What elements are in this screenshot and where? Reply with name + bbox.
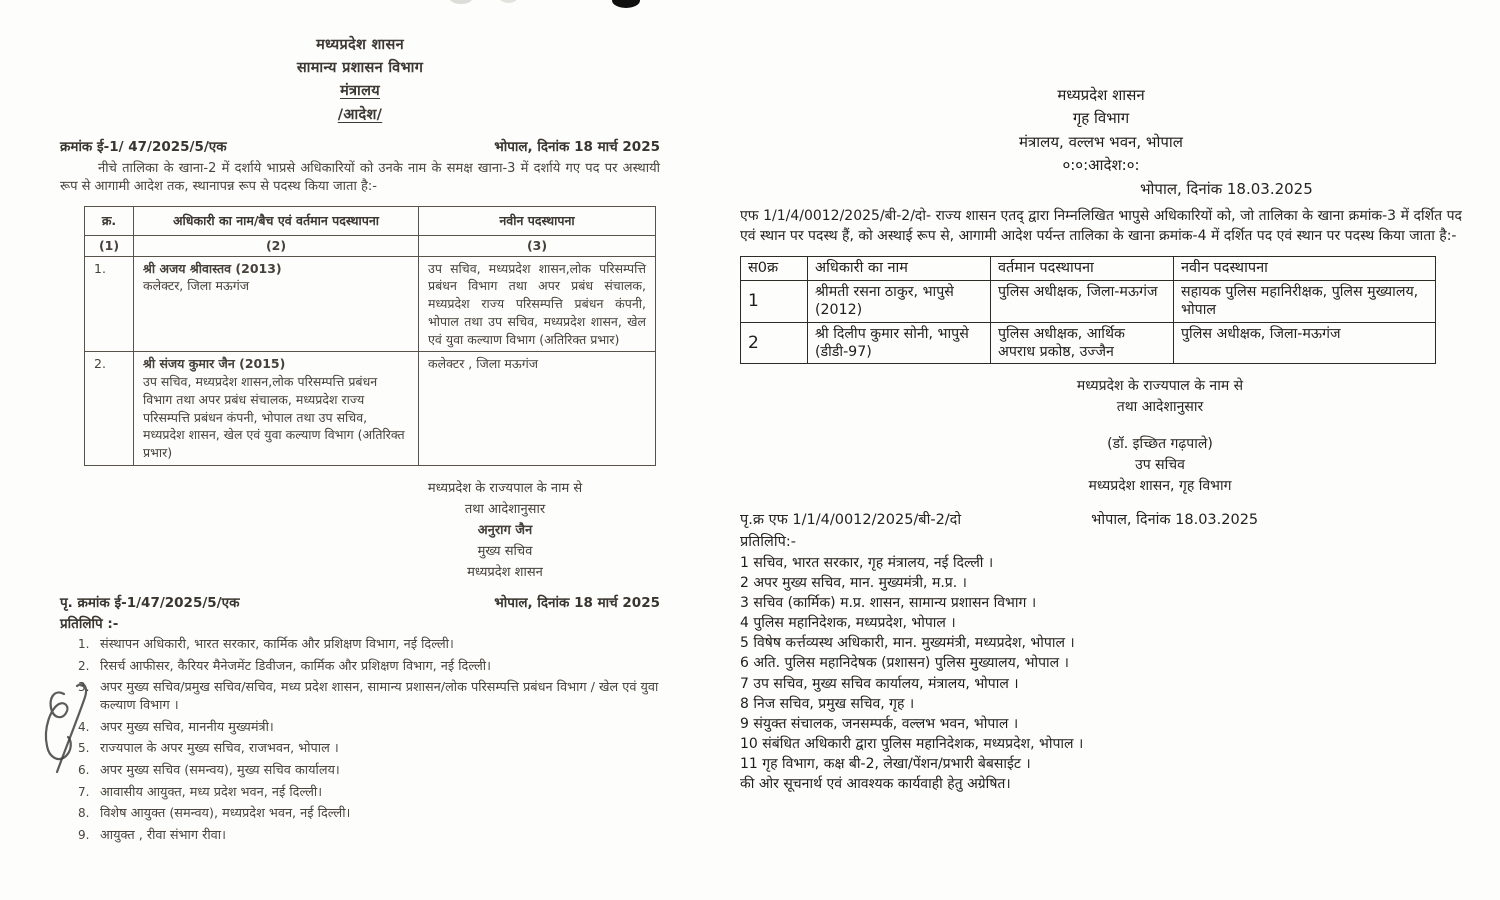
list-item: 10 संबंधित अधिकारी द्वारा पुलिस महानिदेशक, मध्यप्रदेश, भोपाल । xyxy=(740,735,1084,752)
officer-name: श्री अजय श्रीवास्तव (2013) xyxy=(143,260,282,276)
item-text: अपर मुख्य सचिव/प्रमुख सचिव/सचिव, मध्य प्रदेश शासन, सामान्य प्रशासन/लोक परिसम्पत्ति प्रबंधन विभाग / खेल एवं युवा कल्याण विभाग । xyxy=(100,680,659,714)
endorsement-ref: पृ.क्र एफ 1/1/4/0012/2025/बी-2/दो xyxy=(740,512,962,529)
signatory-post: मुख्य सचिव xyxy=(477,544,533,560)
copy-heading: प्रतिलिपि:- xyxy=(740,534,796,551)
list-item xyxy=(78,636,660,654)
order-heading: ०:०:आदेश:०: xyxy=(1062,155,1140,174)
col-header-current-posting: वर्तमान पदस्थापना xyxy=(991,256,1174,280)
order-document-home-dept xyxy=(740,84,1462,794)
table-row xyxy=(741,280,1436,322)
postings-table xyxy=(84,206,656,466)
new-posting-cell: कलेक्टर , जिला मऊगंज xyxy=(419,352,656,466)
col-header-officer: अधिकारी का नाम xyxy=(808,256,991,280)
signatory-name: अनुराग जैन xyxy=(477,522,533,538)
col-header-new-posting: नवीन पदस्थापना xyxy=(1174,256,1436,280)
list-item xyxy=(78,827,660,845)
col-header-sno: क्र. xyxy=(85,207,134,236)
item-text: राज्यपाल के अपर मुख्य सचिव, राजभवन, भोपाल । xyxy=(100,741,339,757)
office-name: मंत्रालय, वल्लभ भवन, भोपाल xyxy=(1019,132,1183,151)
item-text: आयुक्त , रीवा संभाग रीवा। xyxy=(100,828,226,844)
item-number: 4. xyxy=(78,719,90,734)
sig-authority-line: तथा आदेशानुसार xyxy=(464,501,546,517)
list-item xyxy=(78,784,660,802)
list-item: 5 विषेष कर्त्तव्यस्थ अधिकारी, मान. मुख्यमंत्री, मध्यप्रदेश, भोपाल । xyxy=(740,635,1075,652)
copy-heading: प्रतिलिपि :- xyxy=(60,616,119,633)
item-text: विशेष आयुक्त (समन्वय), मध्यप्रदेश भवन, नई दिल्ली। xyxy=(100,806,351,822)
officer-name-cell: श्री दिलीप कुमार सोनी, भापुसे (डीडी-97) xyxy=(808,322,991,364)
reference-line xyxy=(60,137,660,155)
endorsement-date: भोपाल, दिनांक 18.03.2025 xyxy=(1091,512,1259,529)
sig-authority-line: तथा आदेशानुसार xyxy=(1116,399,1204,416)
scan-smudge xyxy=(500,0,517,3)
column-number-row xyxy=(85,235,656,256)
new-posting-cell: सहायक पुलिस महानिरीक्षक, पुलिस मुख्यालय, भोपाल xyxy=(1174,280,1436,322)
item-number: 9. xyxy=(78,828,90,843)
officer-cell xyxy=(134,256,419,352)
list-item: 3 सचिव (कार्मिक) म.प्र. शासन, सामान्य प्रशासन विभाग । xyxy=(740,595,1037,612)
list-item: 6 अति. पुलिस महानिदेषक (प्रशासन) पुलिस मुख्यालय, भोपाल । xyxy=(740,655,1069,672)
item-number: 2. xyxy=(78,658,90,673)
org-name: मध्यप्रदेश शासन xyxy=(1057,86,1145,104)
item-number: 5. xyxy=(78,741,90,756)
officer-current-posting: कलेक्टर, जिला मऊगंज xyxy=(143,278,250,294)
current-posting-cell: पुलिस अधीक्षक, आर्थिक अपराध प्रकोष्ठ, उज्जैन xyxy=(991,322,1174,364)
list-item xyxy=(78,658,660,676)
row-sno: 1 xyxy=(741,280,808,322)
place-date: भोपाल, दिनांक 18.03.2025 xyxy=(1140,180,1313,198)
dept-name: गृह विभाग xyxy=(1072,109,1130,128)
item-text: रिसर्च आफीसर, कैरियर मैनेजमेंट डिवीजन, कार्मिक और प्रशिक्षण विभाग, नई दिल्ली। xyxy=(100,658,491,674)
item-number: 3. xyxy=(78,680,90,695)
row-sno: 1. xyxy=(85,256,134,352)
list-item: 1 सचिव, भारत सरकार, गृह मंत्रालय, नई दिल्ली । xyxy=(740,555,994,572)
table-header-row xyxy=(741,256,1436,280)
cutoff-ink-mark xyxy=(612,0,640,8)
order-document-gad xyxy=(60,34,660,849)
copy-distribution-list xyxy=(78,636,660,845)
item-text: अपर मुख्य सचिव, माननीय मुख्यमंत्री। xyxy=(100,719,274,735)
table-row xyxy=(741,322,1436,364)
order-heading: /आदेश/ xyxy=(337,106,383,123)
list-item: 2 अपर मुख्य सचिव, मान. मुख्यमंत्री, म.प्र. । xyxy=(740,575,967,592)
row-sno: 2 xyxy=(741,322,808,364)
table-row xyxy=(85,352,656,466)
signature-block xyxy=(995,376,1325,497)
list-item xyxy=(78,805,660,823)
list-item xyxy=(78,740,660,758)
col-number: (3) xyxy=(419,235,656,256)
item-text: आवासीय आयुक्त, मध्य प्रदेश भवन, नई दिल्ली। xyxy=(100,784,323,800)
document-header xyxy=(740,84,1462,177)
order-body-text: एफ 1/1/4/0012/2025/बी-2/दो- राज्य शासन एतद् द्वारा निम्नलिखित भापुसे अधिकारियों को, जो तालिका के खाना क्रमांक-3 में दर्शित पद एवं स्थान पर पदस्थ हैं, को अस्थाई रूप से, आगामी आदेश पर्यन्त तालिका के खाना क्रमांक-4 में दर्शित पद एवं स्थान पर पदस्थ किया जाता है:- xyxy=(740,208,1462,244)
copy-distribution-list xyxy=(740,553,1462,773)
col-number: (2) xyxy=(134,235,419,256)
item-number: 1. xyxy=(78,637,90,652)
signature-block xyxy=(365,478,645,583)
table-header-row xyxy=(85,207,656,236)
col-header-officer: अधिकारी का नाम/बैच एवं वर्तमान पदस्थापना xyxy=(134,207,419,236)
list-item: 7 उप सचिव, मुख्य सचिव कार्यालय, मंत्रालय, भोपाल । xyxy=(740,675,1019,692)
row-sno: 2. xyxy=(85,352,134,466)
dept-name: सामान्य प्रशासन विभाग xyxy=(296,60,424,77)
endorsement-line xyxy=(740,509,1462,529)
table-row xyxy=(85,256,656,352)
office-name: मंत्रालय xyxy=(340,83,380,100)
new-posting-cell: उप सचिव, मध्यप्रदेश शासन,लोक परिसम्पत्ति प्रबंधन विभाग तथा अपर प्रबंध संचालक, मध्यप्रदेश राज्य परिसम्पत्ति प्रबंधन कंपनी, भोपाल तथा उप सचिव, मध्यप्रदेश शासन, खेल एवं युवा कल्याण विभाग (अतिरिक्त प्रभार) xyxy=(419,256,656,352)
officer-name-cell: श्रीमती रसना ठाकुर, भापुसे (2012) xyxy=(808,280,991,322)
postings-table xyxy=(740,256,1436,365)
sig-authority-line: मध्यप्रदेश के राज्यपाल के नाम से xyxy=(427,480,583,496)
sig-authority-line: मध्यप्रदेश के राज्यपाल के नाम से xyxy=(1076,378,1244,395)
ref-number: क्रमांक ई-1/ 47/2025/5/एक xyxy=(60,138,227,155)
endorsement-line xyxy=(60,593,660,611)
list-item: 11 गृह विभाग, कक्ष बी-2, लेखा/पेंशन/प्रभारी बेबसाईट । xyxy=(740,755,1031,772)
item-text: संस्थापन अधिकारी, भारत सरकार, कार्मिक और प्रशिक्षण विभाग, नई दिल्ली। xyxy=(100,637,454,653)
signatory-org: मध्यप्रदेश शासन xyxy=(467,565,543,581)
list-item xyxy=(78,679,660,714)
current-posting-cell: पुलिस अधीक्षक, जिला-मऊगंज xyxy=(991,280,1174,322)
document-header xyxy=(60,34,660,127)
col-number: (1) xyxy=(85,235,134,256)
item-number: 8. xyxy=(78,806,90,821)
order-body-text: नीचे तालिका के खाना-2 में दर्शाये भाप्रसे अधिकारियों को उनके नाम के समक्ष खाना-3 में दर्शाये गए पद पर अस्थायी रूप से आगामी आदेश तक, स्थानापन्न रूप से पदस्थ किया जाता है:- xyxy=(60,160,660,194)
col-header-sno: स0क्र xyxy=(741,256,808,280)
officer-current-posting: उप सचिव, मध्यप्रदेश शासन,लोक परिसम्पत्ति प्रबंधन विभाग तथा अपर प्रबंध संचालक, मध्यप्रदेश राज्य परिसम्पत्ति प्रबंधन कंपनी, भोपाल तथा उप सचिव, मध्यप्रदेश शासन, खेल एवं युवा कल्याण विभाग (अतिरिक्त प्रभार) xyxy=(143,374,405,461)
signatory-name: (डॉ. इच्छित गढ़पाले) xyxy=(1107,436,1213,453)
scan-smudge xyxy=(450,0,472,4)
item-number: 7. xyxy=(78,784,90,799)
signatory-org: मध्यप्रदेश शासन, गृह विभाग xyxy=(1088,478,1232,495)
signatory-post: उप सचिव xyxy=(1135,457,1185,474)
endorsement-date: भोपाल, दिनांक 18 मार्च 2025 xyxy=(494,595,660,612)
col-header-new-posting: नवीन पदस्थापना xyxy=(419,207,656,236)
org-name: मध्यप्रदेश शासन xyxy=(316,37,404,53)
forwarding-note: की ओर सूचनार्थ एवं आवश्यक कार्यवाही हेतु अग्रेषित। xyxy=(740,775,1011,792)
officer-cell xyxy=(134,352,419,466)
endorsement-ref: पृ. क्रमांक ई-1/47/2025/5/एक xyxy=(60,595,240,612)
list-item: 4 पुलिस महानिदेशक, मध्यप्रदेश, भोपाल । xyxy=(740,615,956,632)
officer-name: श्री संजय कुमार जैन (2015) xyxy=(143,356,286,372)
list-item: 8 निज सचिव, प्रमुख सचिव, गृह । xyxy=(740,695,915,712)
new-posting-cell: पुलिस अधीक्षक, जिला-मऊगंज xyxy=(1174,322,1436,364)
item-number: 6. xyxy=(78,763,90,778)
list-item: 9 संयुक्त संचालक, जनसम्पर्क, वल्लभ भवन, भोपाल । xyxy=(740,715,1019,732)
list-item xyxy=(78,719,660,737)
place-date: भोपाल, दिनांक 18 मार्च 2025 xyxy=(494,138,660,155)
item-text: अपर मुख्य सचिव (समन्वय), मुख्य सचिव कार्यालय। xyxy=(100,763,340,779)
list-item xyxy=(78,762,660,780)
